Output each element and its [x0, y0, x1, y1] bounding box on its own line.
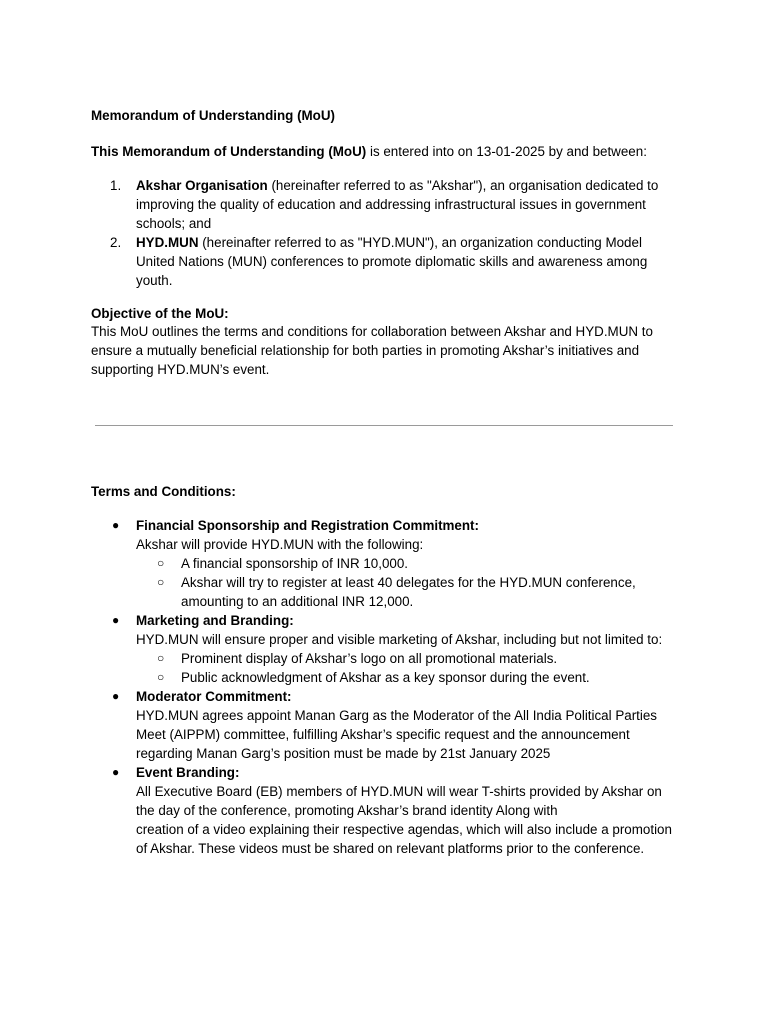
term-heading: Marketing and Branding: [136, 613, 294, 628]
list-number: 2. [110, 235, 122, 250]
list-item [91, 176, 681, 233]
objective-heading: Objective of the MoU: [91, 306, 229, 321]
term-heading: Moderator Commitment: [136, 689, 292, 704]
list-item [91, 763, 681, 858]
term-heading: Event Branding: [136, 765, 240, 780]
list-number: 1. [110, 178, 122, 193]
sub-list-item: ○ Prominent display of Akshar’s logo on all promotional materials. [157, 651, 558, 666]
term-heading: Financial Sponsorship and Registration Commitment: [136, 518, 479, 533]
term-body: HYD.MUN agrees appoint Manan Garg as the Moderator of the All India Political Parties Meet (AIPPM) committee, fulfilling Akshar’s specific request and the announcement regarding Manan Garg’s position must be made by 21st January 2025 [136, 708, 658, 761]
party-description: (hereinafter referred to as "HYD.MUN"), an organization conducting Model United Nations (MUN) conferences to promote diplomatic skills and awareness among youth. [136, 235, 648, 288]
list-item [91, 233, 681, 290]
bullet-icon: ● [112, 689, 120, 703]
sub-list [136, 554, 681, 611]
party-description: (hereinafter referred to as "Akshar"), an organisation dedicated to improving the quality of education and addressing infrastructural issues in government schools; and [136, 178, 659, 231]
intro-bold: This Memorandum of Understanding (MoU) [91, 144, 367, 159]
circle-bullet-icon: ○ [157, 670, 165, 684]
bullet-icon: ● [112, 765, 120, 779]
term-body: Akshar will provide HYD.MUN with the following: [136, 537, 424, 552]
bullet-icon: ● [112, 613, 120, 627]
circle-bullet-icon: ○ [157, 556, 165, 570]
circle-bullet-icon: ○ [157, 651, 165, 665]
sub-list-item: ○ Public acknowledgment of Akshar as a key sponsor during the event. [157, 670, 590, 685]
parties-list [91, 176, 681, 290]
horizontal-divider [95, 425, 673, 426]
list-item [91, 687, 681, 763]
term-body: HYD.MUN will ensure proper and visible marketing of Akshar, including but not limited to: [136, 632, 663, 647]
term-body: All Executive Board (EB) members of HYD.MUN will wear T-shirts provided by Akshar on the day of the conference, promoting Akshar’s brand identity Along with [136, 784, 662, 818]
sub-list-item: ○ A financial sponsorship of INR 10,000. [157, 556, 409, 571]
objective-body: This MoU outlines the terms and conditions for collaboration between Akshar and HYD.MUN to ensure a mutually beneficial relationship for both parties in promoting Akshar’s initiatives and supporting HYD.MUN’s event. [91, 324, 653, 377]
term-body: creation of a video explaining their respective agendas, which will also include a promotion of Akshar. These videos must be shared on relevant platforms prior to the conference. [136, 822, 672, 856]
intro-text: is entered into on 13-01-2025 by and between: [366, 144, 647, 159]
intro-paragraph [91, 142, 647, 161]
party-name: HYD.MUN [136, 235, 199, 250]
list-item [91, 516, 681, 611]
bullet-icon: ● [112, 518, 120, 532]
circle-bullet-icon: ○ [157, 575, 165, 589]
sub-list [136, 649, 681, 687]
list-item [91, 611, 681, 687]
party-name: Akshar Organisation [136, 178, 268, 193]
terms-heading: Terms and Conditions: [91, 484, 236, 499]
document-title: Memorandum of Understanding (MoU) [91, 108, 335, 123]
sub-list-item: ○ Akshar will try to register at least 40 delegates for the HYD.MUN conference, amounting to an additional INR 12,000. [157, 575, 636, 609]
terms-list [91, 516, 681, 858]
